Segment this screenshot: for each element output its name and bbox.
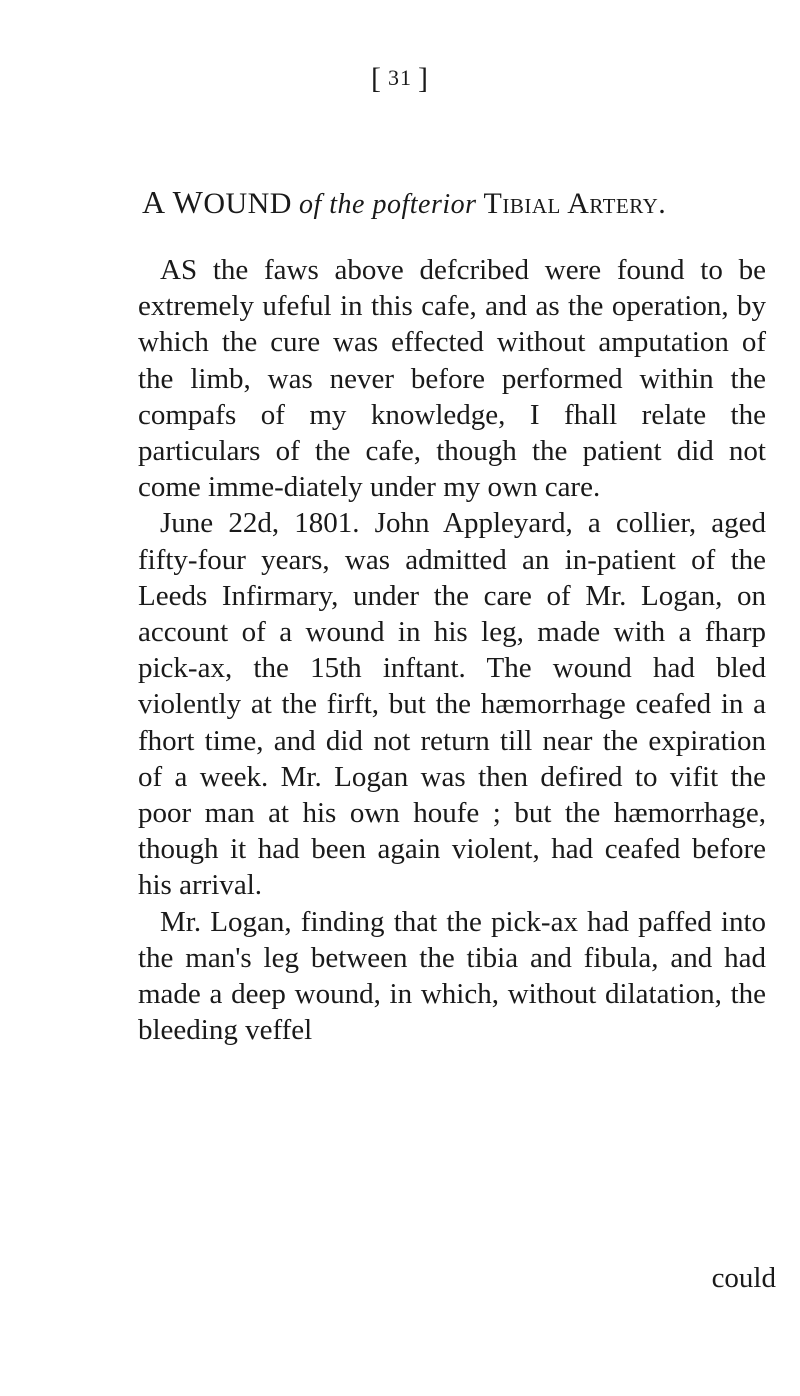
heading-small-caps-part: Tibial Artery.: [483, 187, 667, 220]
paragraph-intro: AS the faws above defcribed were found to be extremely ufeful in this cafe, and as the operation, by which the cure was effected without amputation of the limb, was never before performed within the compafs of my knowledge, I fhall relate the particulars of the cafe, though the patient did not come imme-diately under my own care.: [138, 254, 766, 504]
paragraph-examination: Mr. Logan, finding that the pick-ax had paffed into the man's leg between the tibia and fibula, and had made a deep wound, in which, without dilatation, the bleeding veffel: [138, 905, 766, 1047]
page-number-open-bracket: [: [371, 62, 382, 95]
paragraph-case-history: June 22d, 1801. John Appleyard, a collier, aged fifty-four years, was admitted an in-patient of the Leeds Infirmary, under the care of Mr. Logan, on account of a wound in his leg, made with a fharp pick-ax, the 15th inftant. The wound had bled violently at the firft, but the hæmorrhage ceafed in a fhort time, and did not return till near the expiration of a week. Mr. Logan was then defired to vifit the poor man at his own houfe ; but the hæmorrhage, though it had been again violent, had ceafed before his arrival.: [138, 507, 766, 902]
body-text: [138, 252, 766, 1048]
catchword: could: [711, 1262, 776, 1294]
page-number-close-bracket: ]: [418, 62, 429, 95]
section-heading: [142, 184, 782, 221]
heading-article: A: [142, 184, 166, 220]
page-number: [0, 62, 800, 96]
heading-word-initial: W: [172, 184, 204, 220]
page-number-value: 31: [388, 65, 412, 90]
heading-word-rest: OUND: [203, 187, 292, 220]
heading-italic-part: of the pofterior: [298, 189, 477, 220]
